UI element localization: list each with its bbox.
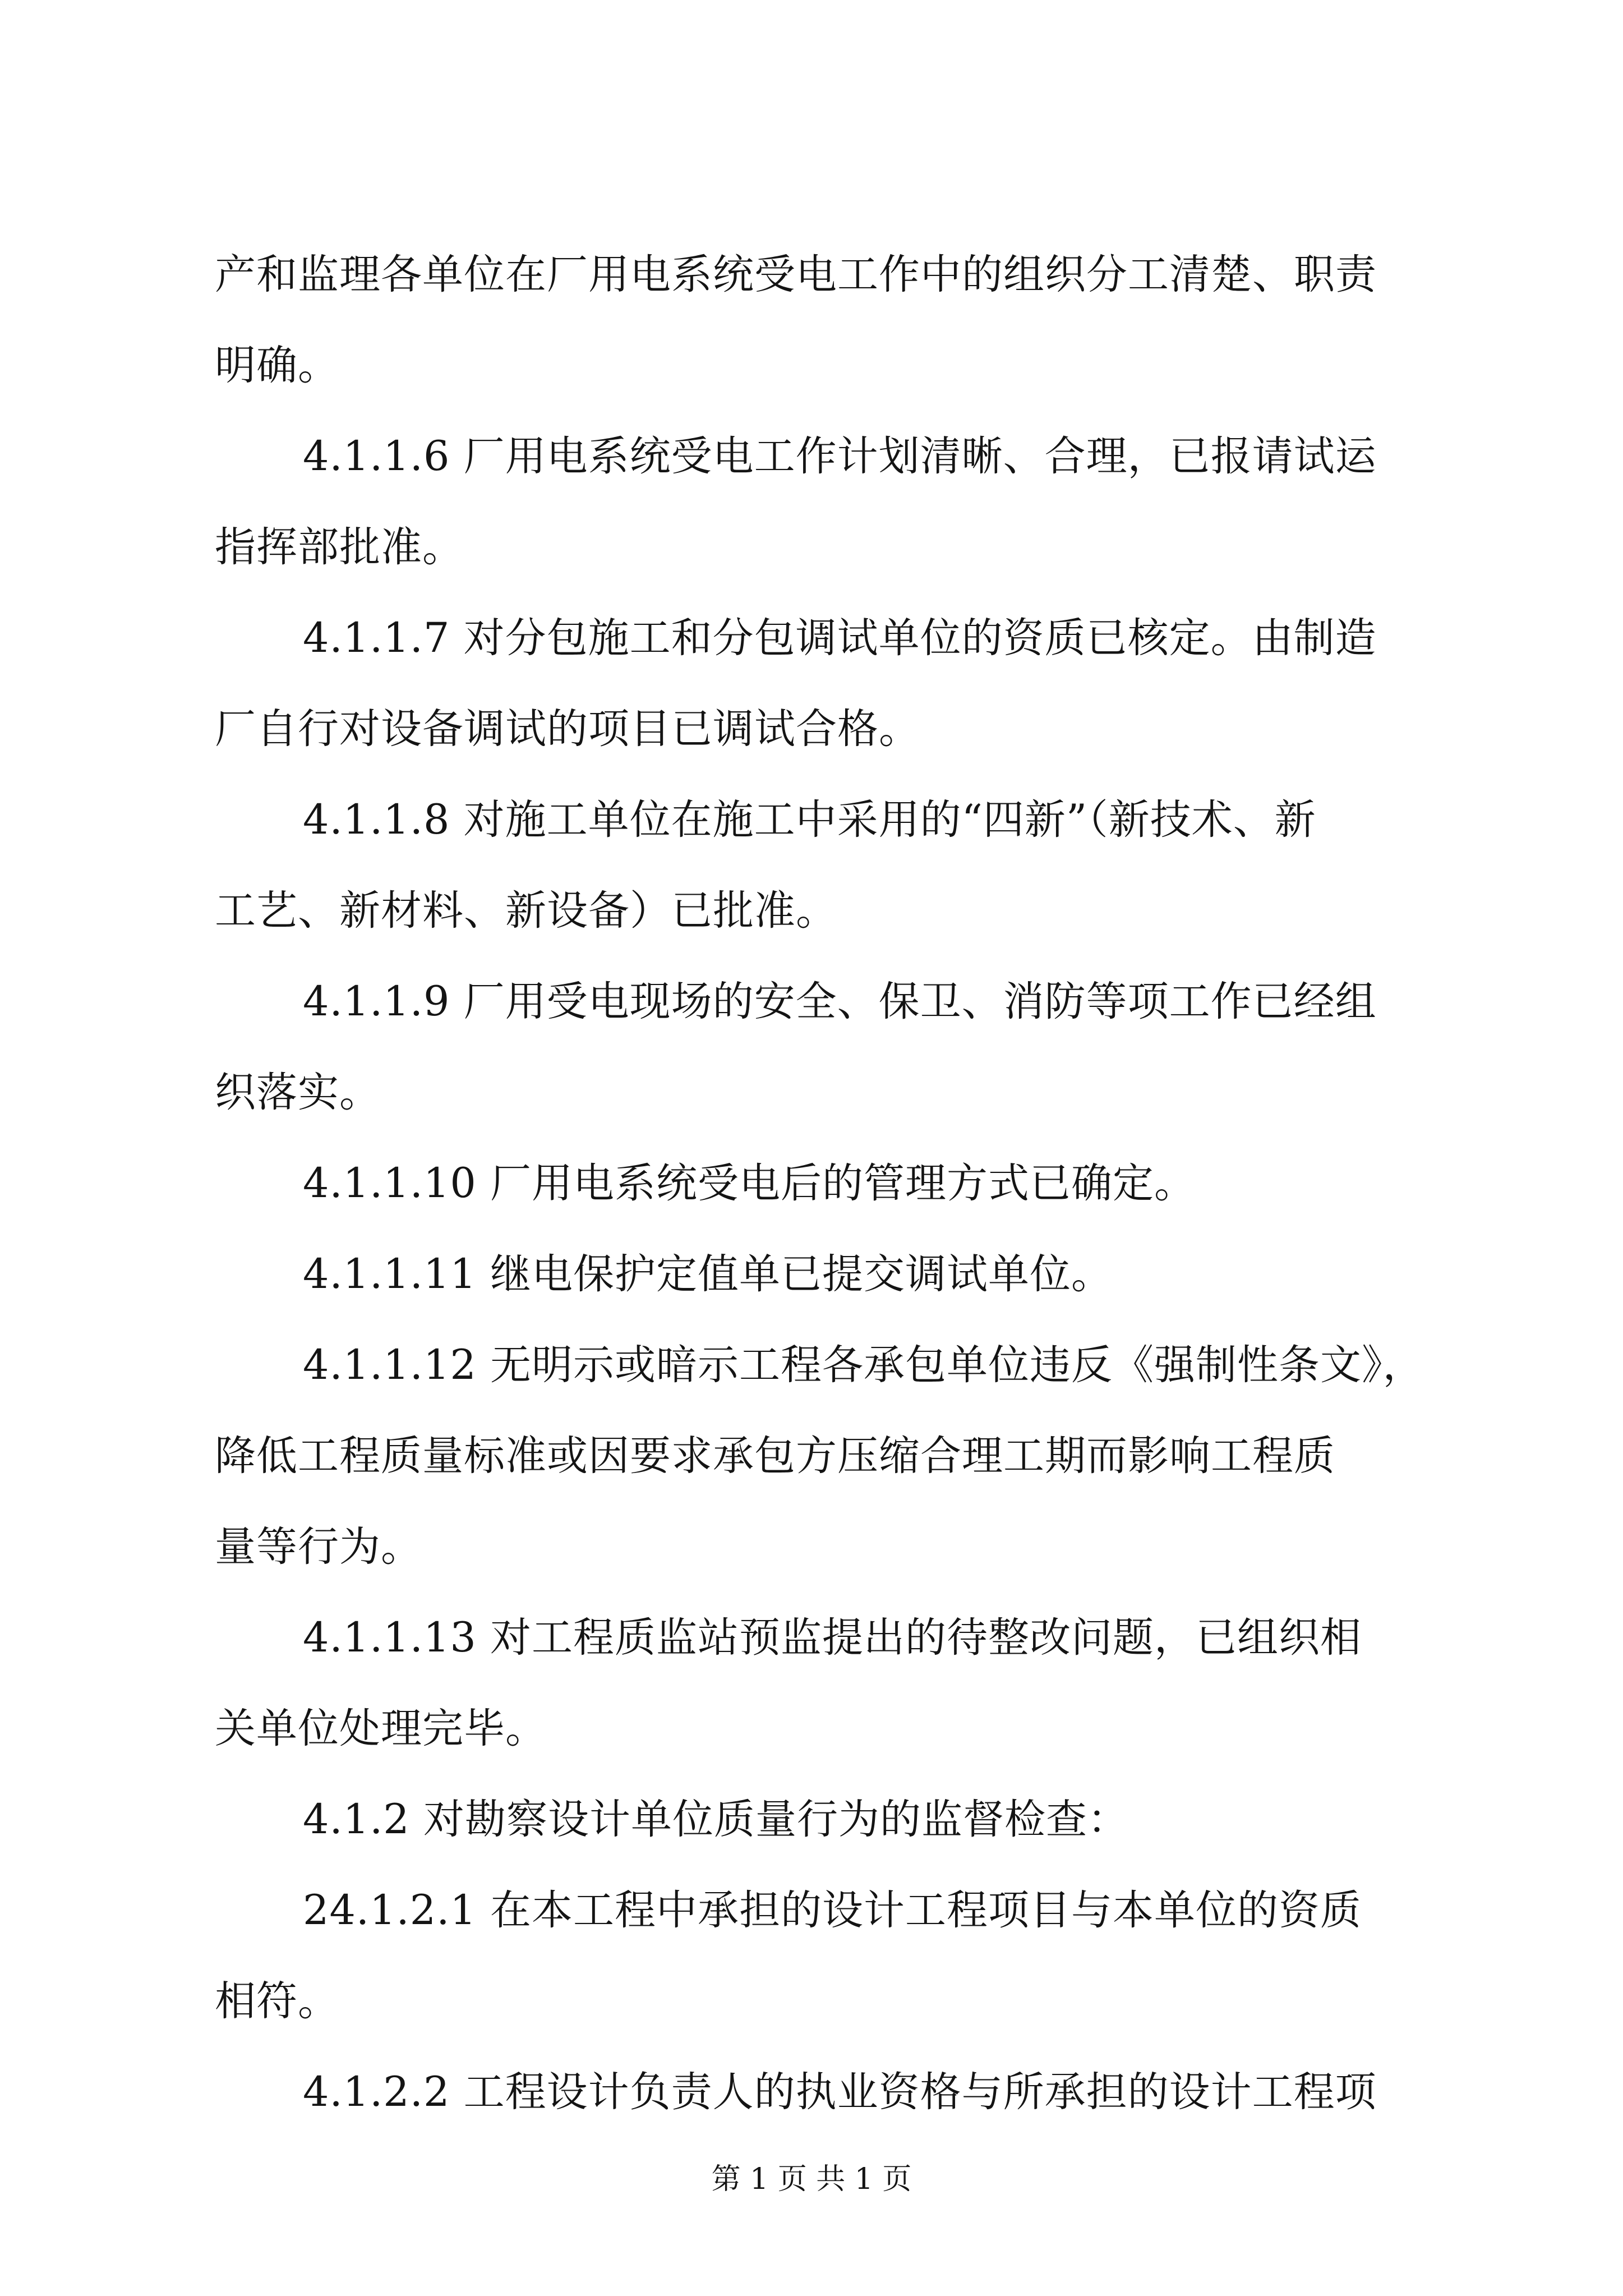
text-line: 4.1.1.10 厂用电系统受电后的管理方式已确定。 [303, 1159, 1196, 1207]
text-line: 4.1.1.7 对分包施工和分包调试单位的资质已核定。由制造 [303, 614, 1377, 662]
text-line: 相符。 [215, 1977, 339, 2025]
text-line: 指挥部批准。 [215, 523, 464, 571]
text-line: 织落实。 [215, 1069, 381, 1116]
text-line: 量等行为。 [215, 1523, 422, 1571]
text-line: 明确。 [215, 342, 339, 389]
text-line: 4.1.2.2 工程设计负责人的执业资格与所承担的设计工程项 [303, 2068, 1377, 2116]
text-line: 降低工程质量标准或因要求承包方压缩合理工期而影响工程质 [215, 1432, 1335, 1480]
text-line: 4.1.2 对勘察设计单位质量行为的监督检查： [303, 1796, 1129, 1843]
text-line: 24.1.2.1 在本工程中承担的设计工程项目与本单位的资质 [303, 1887, 1362, 1934]
page-footer: 第 1 页 共 1 页 [711, 2162, 912, 2196]
text-line: 4.1.1.13 对工程质监站预监提出的待整改问题，已组织相 [303, 1614, 1362, 1662]
text-line: 关单位处理完毕。 [215, 1705, 547, 1752]
text-line: 4.1.1.9 厂用受电现场的安全、保卫、消防等项工作已经组 [303, 978, 1377, 1025]
text-line: 产和监理各单位在厂用电系统受电工作中的组织分工清楚、职责 [215, 251, 1377, 298]
text-line: 4.1.1.6 厂用电系统受电工作计划清晰、合理，已报请试运 [303, 432, 1377, 480]
text-line: 工艺、新材料、新设备）已批准。 [215, 887, 837, 935]
text-line: 厂自行对设备调试的项目已调试合格。 [215, 705, 920, 753]
text-line: 4.1.1.11 继电保护定值单已提交调试单位。 [303, 1250, 1113, 1298]
text-line: 4.1.1.12 无明示或暗示工程各承包单位违反《强制性条文》， [303, 1341, 1424, 1389]
text-line: 4.1.1.8 对施工单位在施工中采用的“四新”（新技术、新 [303, 796, 1316, 844]
